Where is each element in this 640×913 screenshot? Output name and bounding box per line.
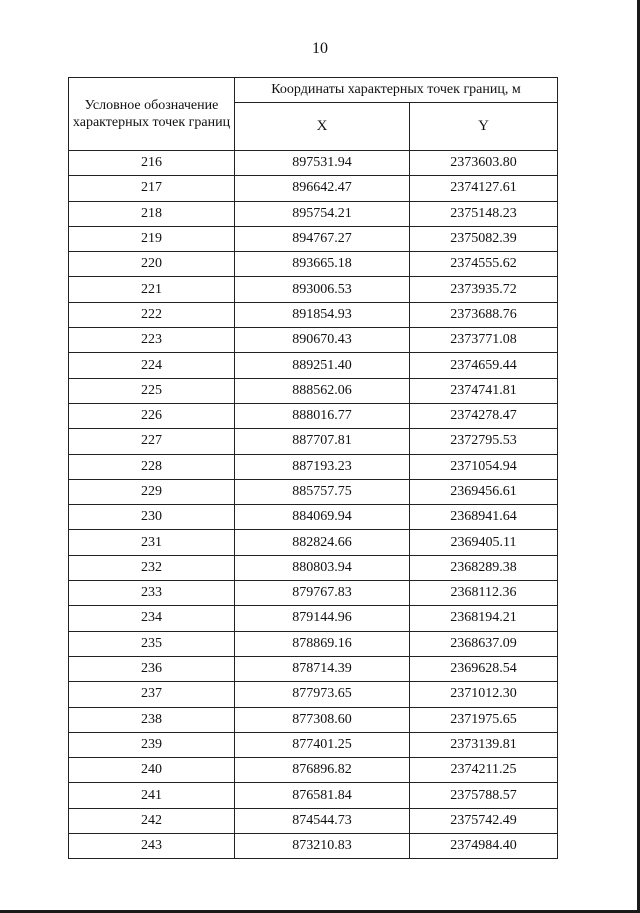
x-coordinate-cell: 880803.94 [235, 555, 410, 580]
point-id-cell: 232 [69, 555, 235, 580]
table-row [69, 479, 558, 504]
point-id-cell: 242 [69, 808, 235, 833]
x-coordinate-cell: 879767.83 [235, 581, 410, 606]
point-id-cell: 235 [69, 631, 235, 656]
y-coordinate-cell: 2374741.81 [410, 378, 558, 403]
table-row [69, 226, 558, 251]
x-coordinate-cell: 895754.21 [235, 201, 410, 226]
point-id-cell: 219 [69, 226, 235, 251]
y-coordinate-cell: 2373771.08 [410, 328, 558, 353]
x-coordinate-cell: 879144.96 [235, 606, 410, 631]
table-row [69, 707, 558, 732]
table-row [69, 606, 558, 631]
table-row [69, 682, 558, 707]
point-id-cell: 221 [69, 277, 235, 302]
point-id-cell: 241 [69, 783, 235, 808]
table-row [69, 732, 558, 757]
table-row [69, 834, 558, 859]
x-coordinate-cell: 885757.75 [235, 479, 410, 504]
x-coordinate-cell: 894767.27 [235, 226, 410, 251]
table-row [69, 151, 558, 176]
y-coordinate-cell: 2369628.54 [410, 656, 558, 681]
y-coordinate-cell: 2372795.53 [410, 429, 558, 454]
x-coordinate-cell: 888562.06 [235, 378, 410, 403]
x-coordinate-cell: 878869.16 [235, 631, 410, 656]
x-coordinate-cell: 877973.65 [235, 682, 410, 707]
x-coordinate-cell: 893665.18 [235, 252, 410, 277]
point-id-cell: 229 [69, 479, 235, 504]
table-row [69, 252, 558, 277]
table-row [69, 758, 558, 783]
y-coordinate-cell: 2368194.21 [410, 606, 558, 631]
point-id-cell: 218 [69, 201, 235, 226]
x-coordinate-cell: 877401.25 [235, 732, 410, 757]
y-coordinate-cell: 2375742.49 [410, 808, 558, 833]
y-coordinate-cell: 2374984.40 [410, 834, 558, 859]
point-id-cell: 238 [69, 707, 235, 732]
coordinates-table [68, 77, 558, 859]
y-coordinate-cell: 2369405.11 [410, 530, 558, 555]
x-coordinate-cell: 884069.94 [235, 505, 410, 530]
x-coordinate-cell: 887707.81 [235, 429, 410, 454]
table-row [69, 429, 558, 454]
point-id-cell: 224 [69, 353, 235, 378]
table-row [69, 403, 558, 428]
x-coordinate-cell: 876896.82 [235, 758, 410, 783]
point-id-cell: 222 [69, 302, 235, 327]
table-body [69, 151, 558, 859]
y-coordinate-cell: 2369456.61 [410, 479, 558, 504]
coordinates-group-header: Координаты характерных точек границ, м [235, 78, 558, 103]
table-row [69, 328, 558, 353]
table-row [69, 555, 558, 580]
y-coordinate-cell: 2374127.61 [410, 176, 558, 201]
x-coordinate-cell: 874544.73 [235, 808, 410, 833]
y-coordinate-cell: 2371054.94 [410, 454, 558, 479]
x-coordinate-cell: 891854.93 [235, 302, 410, 327]
point-id-cell: 230 [69, 505, 235, 530]
point-id-cell: 220 [69, 252, 235, 277]
y-coordinate-cell: 2374211.25 [410, 758, 558, 783]
point-id-cell: 227 [69, 429, 235, 454]
y-coordinate-cell: 2375148.23 [410, 201, 558, 226]
point-label-header: Условное обозначение характерных точек границ [69, 78, 235, 151]
y-coordinate-cell: 2368637.09 [410, 631, 558, 656]
point-id-cell: 231 [69, 530, 235, 555]
y-coordinate-cell: 2373935.72 [410, 277, 558, 302]
y-coordinate-cell: 2374555.62 [410, 252, 558, 277]
x-coordinate-cell: 878714.39 [235, 656, 410, 681]
point-id-cell: 234 [69, 606, 235, 631]
table-row [69, 201, 558, 226]
table-row [69, 277, 558, 302]
page-number: 10 [312, 40, 328, 57]
point-id-cell: 217 [69, 176, 235, 201]
point-id-cell: 228 [69, 454, 235, 479]
y-coordinate-cell: 2368112.36 [410, 581, 558, 606]
table-row [69, 454, 558, 479]
y-coordinate-cell: 2373603.80 [410, 151, 558, 176]
table-row [69, 530, 558, 555]
table-row [69, 783, 558, 808]
x-coordinate-cell: 876581.84 [235, 783, 410, 808]
table-row [69, 808, 558, 833]
point-id-cell: 225 [69, 378, 235, 403]
x-coordinate-cell: 897531.94 [235, 151, 410, 176]
x-coordinate-cell: 893006.53 [235, 277, 410, 302]
x-column-header: X [235, 103, 410, 151]
table-row [69, 505, 558, 530]
y-coordinate-cell: 2373688.76 [410, 302, 558, 327]
x-coordinate-cell: 888016.77 [235, 403, 410, 428]
y-coordinate-cell: 2368941.64 [410, 505, 558, 530]
point-id-cell: 226 [69, 403, 235, 428]
y-coordinate-cell: 2371975.65 [410, 707, 558, 732]
x-coordinate-cell: 873210.83 [235, 834, 410, 859]
x-coordinate-cell: 896642.47 [235, 176, 410, 201]
x-coordinate-cell: 882824.66 [235, 530, 410, 555]
point-id-cell: 233 [69, 581, 235, 606]
x-coordinate-cell: 890670.43 [235, 328, 410, 353]
y-coordinate-cell: 2374659.44 [410, 353, 558, 378]
point-id-cell: 243 [69, 834, 235, 859]
table-row [69, 302, 558, 327]
y-coordinate-cell: 2368289.38 [410, 555, 558, 580]
y-coordinate-cell: 2375788.57 [410, 783, 558, 808]
point-id-cell: 216 [69, 151, 235, 176]
x-coordinate-cell: 877308.60 [235, 707, 410, 732]
y-coordinate-cell: 2373139.81 [410, 732, 558, 757]
table-row [69, 631, 558, 656]
point-id-cell: 239 [69, 732, 235, 757]
point-id-cell: 237 [69, 682, 235, 707]
point-id-cell: 236 [69, 656, 235, 681]
x-coordinate-cell: 887193.23 [235, 454, 410, 479]
table-row [69, 378, 558, 403]
table-row [69, 656, 558, 681]
y-coordinate-cell: 2375082.39 [410, 226, 558, 251]
y-coordinate-cell: 2371012.30 [410, 682, 558, 707]
table-row [69, 353, 558, 378]
point-id-cell: 223 [69, 328, 235, 353]
table-row [69, 581, 558, 606]
table-row [69, 176, 558, 201]
x-coordinate-cell: 889251.40 [235, 353, 410, 378]
point-id-cell: 240 [69, 758, 235, 783]
y-coordinate-cell: 2374278.47 [410, 403, 558, 428]
y-column-header: Y [410, 103, 558, 151]
